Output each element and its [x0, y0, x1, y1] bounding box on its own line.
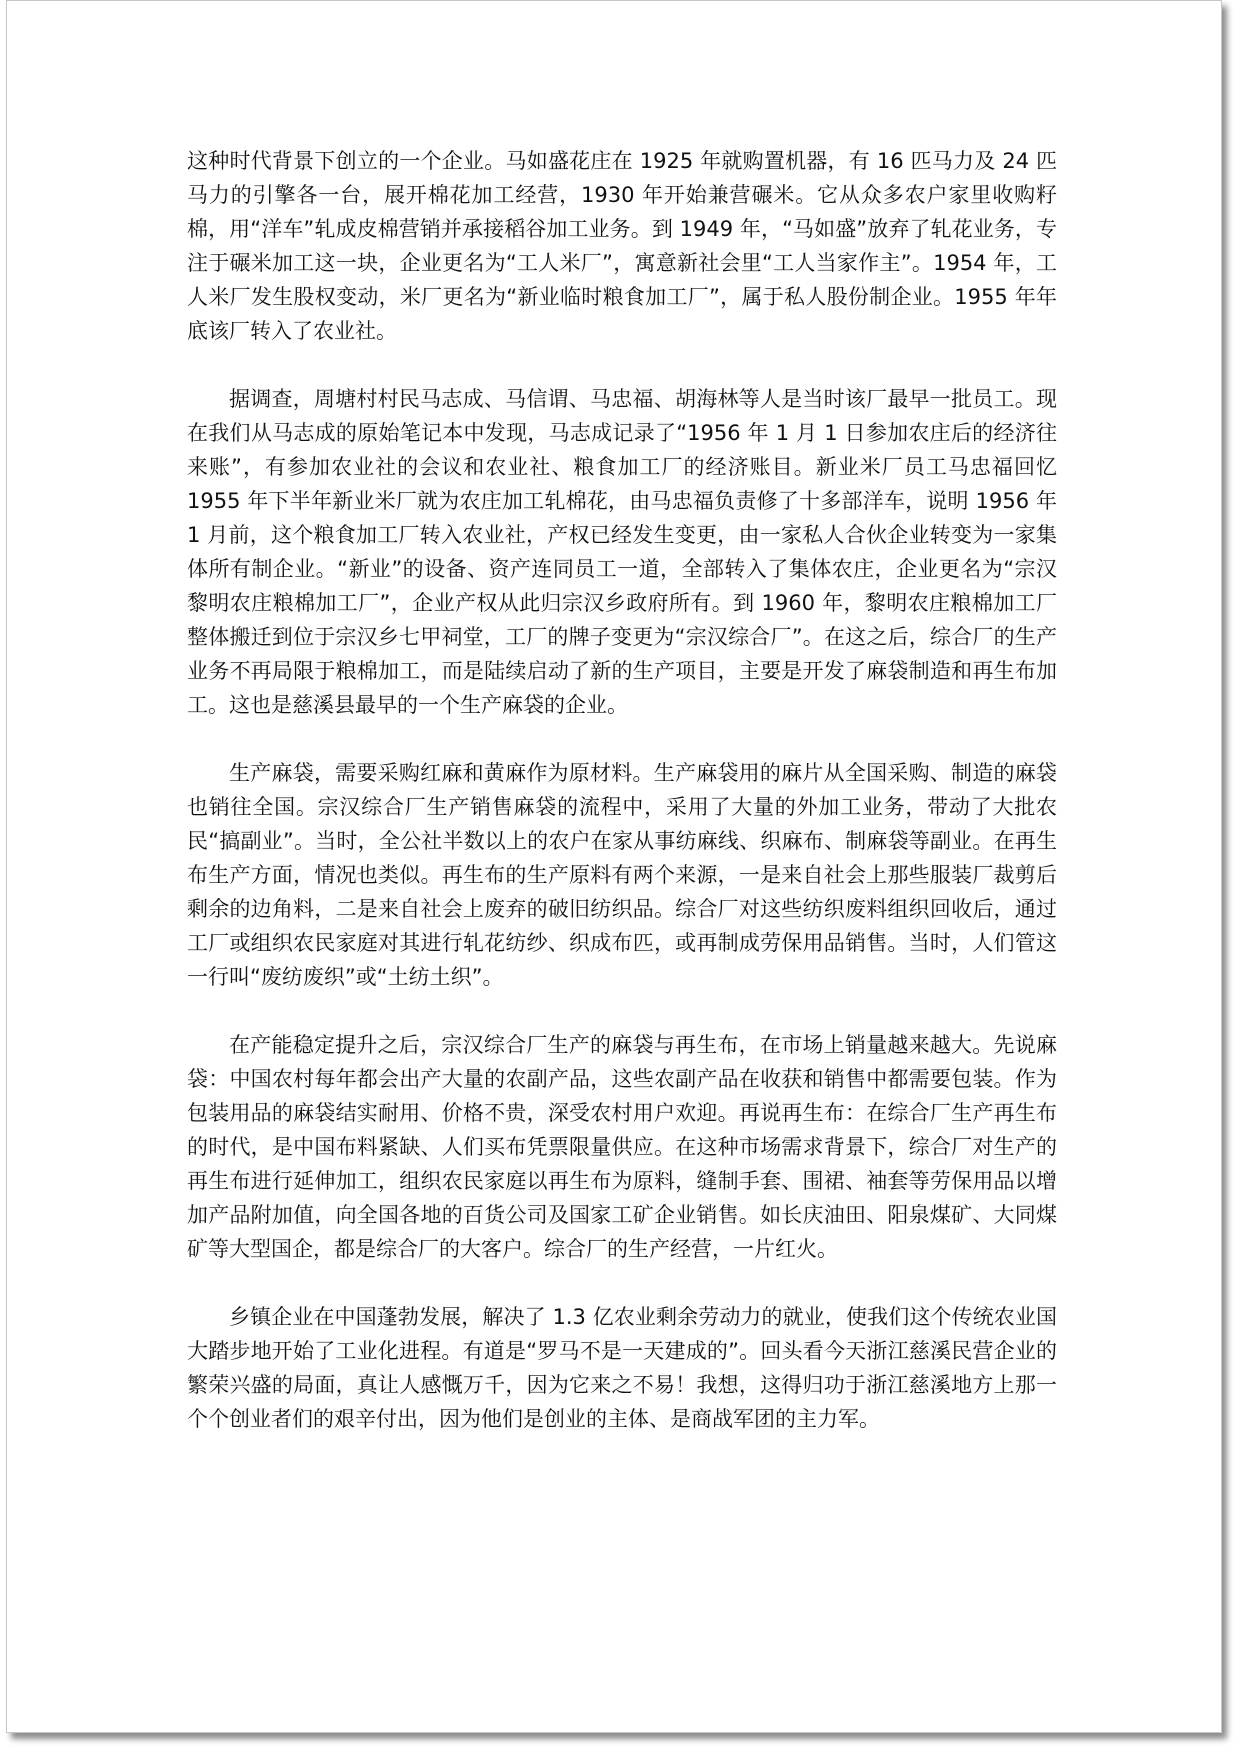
- paragraph-2: 据调查，周塘村村民马志成、马信谓、马忠福、胡海林等人是当时该厂最早一批员工。现在我们从马志成的原始笔记本中发现，马志成记录了“1956 年 1 月 1 日参加农庄后的经济往来账”，有参加农业社的会议和农业社、粮食加工厂的经济账目。新业米厂员工马忠福回忆 1955 年下半年新业米厂就为农庄加工轧棉花，由马忠福负责修了十多部洋车，说明 1956 年 1 月前，这个粮食加工厂转入农业社，产权已经发生变更，由一家私人合伙企业转变为一家集体所有制企业。“新业”的设备、资产连同员工一道，全部转入了集体农庄，企业更名为“宗汉黎明农庄粮棉加工厂”，企业产权从此归宗汉乡政府所有。到 1960 年，黎明农庄粮棉加工厂整体搬迁到位于宗汉乡七甲祠堂，工厂的牌子变更为“宗汉综合厂”。在这之后，综合厂的生产业务不再局限于粮棉加工，而是陆续启动了新的生产项目，主要是开发了麻袋制造和再生布加工。这也是慈溪县最早的一个生产麻袋的企业。: [187, 387, 1057, 717]
- document-page: [6, 0, 1222, 1733]
- paragraph-3: 生产麻袋，需要采购红麻和黄麻作为原材料。生产麻袋用的麻片从全国采购、制造的麻袋也销往全国。宗汉综合厂生产销售麻袋的流程中，采用了大量的外加工业务，带动了大批农民“搞副业”。当时，全公社半数以上的农户在家从事纺麻线、织麻布、制麻袋等副业。在再生布生产方面，情况也类似。再生布的生产原料有两个来源，一是来自社会上那些服装厂裁剪后剩余的边角料，二是来自社会上废弃的破旧纺织品。综合厂对这些纺织废料组织回收后，通过工厂或组织农民家庭对其进行轧花纺纱、织成布匹，或再制成劳保用品销售。当时，人们管这一行叫“废纺废织”或“土纺土织”。: [187, 761, 1057, 989]
- paragraph-1: 这种时代背景下创立的一个企业。马如盛花庄在 1925 年就购置机器，有 16 匹马力及 24 匹马力的引擎各一台，展开棉花加工经营，1930 年开始兼营碾米。它从众多农户家里收购籽棉，用“洋车”轧成皮棉营销并承接稻谷加工业务。到 1949 年，“马如盛”放弃了轧花业务，专注于碾米加工这一块，企业更名为“工人米厂”，寓意新社会里“工人当家作主”。1954 年，工人米厂发生股权变动，米厂更名为“新业临时粮食加工厂”，属于私人股份制企业。1955 年年底该厂转入了农业社。: [187, 149, 1057, 343]
- paragraph-5: 乡镇企业在中国蓬勃发展，解决了 1.3 亿农业剩余劳动力的就业，使我们这个传统农业国大踏步地开始了工业化进程。有道是“罗马不是一天建成的”。回头看今天浙江慈溪民营企业的繁荣兴盛的局面，真让人感慨万千，因为它来之不易！我想，这得归功于浙江慈溪地方上那一个个创业者们的艰辛付出，因为他们是创业的主体、是商战军团的主力军。: [187, 1305, 1057, 1431]
- document-body: [187, 144, 1057, 1470]
- paragraph-4: 在产能稳定提升之后，宗汉综合厂生产的麻袋与再生布，在市场上销量越来越大。先说麻袋：中国农村每年都会出产大量的农副产品，这些农副产品在收获和销售中都需要包装。作为包装用品的麻袋结实耐用、价格不贵，深受农村用户欢迎。再说再生布：在综合厂生产再生布的时代，是中国布料紧缺、人们买布凭票限量供应。在这种市场需求背景下，综合厂对生产的再生布进行延伸加工，组织农民家庭以再生布为原料，缝制手套、围裙、袖套等劳保用品以增加产品附加值，向全国各地的百货公司及国家工矿企业销售。如长庆油田、阳泉煤矿、大同煤矿等大型国企，都是综合厂的大客户。综合厂的生产经营，一片红火。: [187, 1033, 1057, 1261]
